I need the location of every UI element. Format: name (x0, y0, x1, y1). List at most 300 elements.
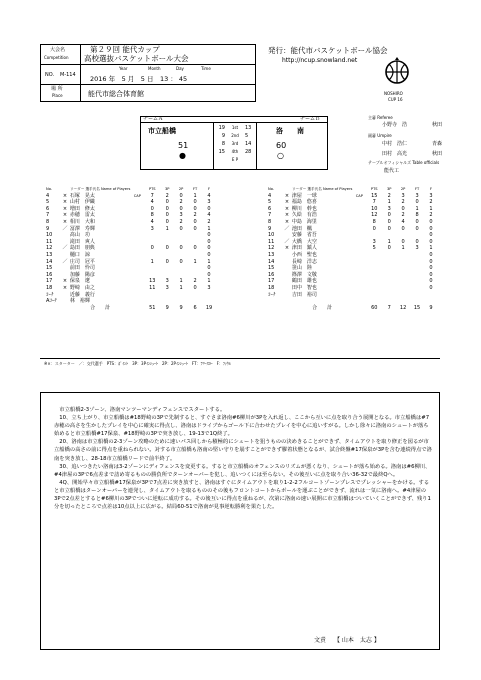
player-2p: 0 (401, 205, 405, 212)
period-b: 14 (245, 141, 252, 147)
player-2p: 0 (401, 238, 405, 245)
basketball-logo-icon (384, 54, 410, 90)
player-pts: 10 (371, 205, 378, 212)
report-paragraph: 20、洛南は市立船橋の2-3ゾーン攻略のために速いパス回しから積極的にシュートを狙うものの決めきることができず、タイムアウトを取り修正を図るが市立船橋の高さの前に得点を重ねられない。対する市立船橋も洛南の堅い守りを崩すことができず膠着状態となるが、試合終盤#17保泉が3Pを含む連続得点で洛南を突き放し、28-18市立船橋リードで前半終了。 (54, 439, 432, 462)
player-fouls: 2 (207, 218, 211, 225)
player-ft: 2 (193, 212, 197, 219)
player-2p: 1 (179, 278, 183, 285)
captain-mark (130, 259, 144, 266)
starter-mark: × (62, 199, 68, 206)
captain-mark (130, 265, 144, 272)
starter-mark: ／ (62, 225, 68, 232)
total-row (46, 305, 216, 312)
player-ft (188, 272, 202, 279)
player-fouls: 0 (207, 245, 211, 252)
player-ft: 1 (193, 258, 197, 265)
col-pts: PTS (148, 187, 156, 191)
player-2p (396, 259, 410, 266)
player-fouls: 2 (429, 212, 433, 219)
referee-name: 小野寺 浩 (382, 122, 408, 128)
player-fouls: 1 (207, 225, 211, 232)
player-no: 18 (46, 284, 53, 291)
player-pts (144, 232, 160, 239)
player-no: 6 (268, 205, 272, 212)
starter-mark: ／ (62, 258, 68, 265)
player-fouls: 0 (429, 265, 433, 272)
player-pts: 3 (372, 238, 376, 245)
player-fouls: 0 (429, 232, 433, 239)
player-ft: 0 (193, 199, 197, 206)
win-lose-mark-a: ● (179, 151, 186, 160)
player-2p: 0 (179, 258, 183, 265)
starter-mark (282, 259, 292, 266)
player-ft: 0 (415, 225, 419, 232)
total-2p: 9 (179, 304, 183, 311)
player-pts (366, 272, 382, 279)
umpire-pref: 青森 (432, 141, 443, 147)
player-pts: 13 (149, 278, 156, 285)
total-row (268, 305, 438, 312)
player-ft (410, 259, 424, 266)
player-ft: 0 (415, 218, 419, 225)
total-pts: 60 (371, 304, 378, 311)
table-officials: 能代工 (384, 168, 400, 174)
player-pts: 7 (150, 192, 154, 199)
player-name: 島田 朋典 (69, 245, 95, 252)
acoach-label: Aｺｰﾁ (46, 298, 57, 305)
player-fouls: 2 (429, 199, 433, 206)
report-paragraph: 4Q、開始早々市立船橋#17保泉が3Pで7点差に突き放すと、洛南はすぐにタイムアウトを取り1-2-2フルコートゾーンプレスでプレッシャーをかける。すると市立船橋はターンオーバーを連発し、タイムアウトを取るもののその後もフロントコートからボールを運ぶことができず、流れは一気に洛南へ。#4津屋の3Pで2点差とすると#6柳川の3Pでついに逆転に成功する。その後互いに得点を重ねるが、次第に洛南の速い展開に市立船橋はついていくことができず、残り1分を切ったところで点差は10点以上に広がる。結局60-51で洛南が見事逆転勝利を果たした。 (54, 479, 431, 511)
col-ft: FT (414, 187, 420, 191)
player-3p (382, 259, 396, 266)
team-b-rows (268, 193, 438, 292)
time-label: Time (201, 66, 211, 71)
player-2p (174, 265, 188, 272)
captain-mark (352, 226, 366, 233)
game-no-label: NO. (45, 72, 55, 78)
player-row (268, 285, 438, 292)
captain-mark (130, 212, 144, 219)
player-2p: 2 (401, 212, 405, 219)
year-label: Year (119, 66, 128, 71)
month-label: Month (148, 66, 161, 71)
player-ft (188, 265, 202, 272)
player-2p (174, 252, 188, 259)
player-3p: 0 (387, 225, 391, 232)
player-fouls: 1 (207, 258, 211, 265)
player-ft (410, 252, 424, 259)
coach-name: 近藤 義行 (69, 291, 95, 298)
player-fouls: 4 (207, 212, 211, 219)
starter-mark: × (62, 192, 68, 199)
player-no: 13 (268, 251, 275, 258)
captain-mark (130, 252, 144, 259)
captain-mark (352, 252, 366, 259)
player-name: 大橋 大空 (291, 238, 317, 245)
player-fouls: 0 (429, 278, 433, 285)
player-ft: 0 (193, 284, 197, 291)
col-3p: 3P (386, 187, 392, 191)
referee-label: 主審 Referee (368, 115, 393, 120)
player-no: 8 (46, 218, 50, 225)
player-fouls: 0 (207, 205, 211, 212)
player-ft: 1 (193, 192, 197, 199)
player-2p: 2 (179, 218, 183, 225)
date-text: 2016 年 5 月 5 日 13 ： 45 (90, 75, 188, 83)
publisher: 発行：能代市バスケットボール協会 (268, 46, 388, 55)
player-ft (410, 265, 424, 272)
player-name: 津田 鎮人 (291, 245, 317, 252)
player-fouls: 0 (429, 225, 433, 232)
meet-label-en: Competition (44, 55, 69, 60)
meet-label: 大会名 (50, 47, 66, 53)
col-3p: 3P (164, 187, 170, 191)
team-b-label: チームＢ (300, 116, 321, 122)
team-a-name: 市立船橋 (148, 127, 176, 135)
player-fouls: 0 (207, 251, 211, 258)
starter-mark: × (284, 192, 290, 199)
captain-mark (130, 285, 144, 292)
captain-mark (352, 206, 366, 213)
player-pts: 5 (372, 245, 376, 252)
captain-mark (352, 245, 366, 252)
total-label: 合 計 (312, 304, 333, 311)
player-3p (382, 265, 396, 272)
player-pts (366, 252, 382, 259)
player-row (46, 265, 216, 272)
period-a: 15 (218, 149, 225, 155)
player-no: 18 (268, 284, 275, 291)
day-label: Day (176, 66, 184, 71)
player-row (46, 252, 216, 259)
coach-label: ｺｰﾁ (268, 291, 276, 298)
total-2p: 12 (399, 304, 407, 311)
coach-name: 吉田 裕司 (291, 291, 317, 298)
player-pts: 3 (150, 225, 154, 232)
player-3p (382, 272, 396, 279)
player-no: 17 (46, 278, 53, 285)
player-3p: 2 (387, 192, 391, 199)
player-pts: 1 (150, 258, 154, 265)
col-2p: 2P (400, 187, 406, 191)
player-row (268, 232, 438, 239)
player-pts: 4 (150, 199, 154, 206)
col-name: リーダー 選手氏名 Name of Players (291, 187, 353, 191)
total-ft: 15 (413, 304, 421, 311)
player-ft: 0 (415, 238, 419, 245)
captain-mark (130, 232, 144, 239)
player-name: 福島 悠喜 (291, 199, 317, 206)
bracket-close: 】 (373, 637, 380, 644)
player-name: 久絵 有浩 (291, 212, 317, 219)
player-fouls: 1 (429, 245, 433, 252)
player-ft: 0 (193, 225, 197, 232)
captain-mark (352, 219, 366, 226)
player-2p (396, 232, 410, 239)
player-2p (396, 265, 410, 272)
captain-mark (130, 278, 144, 285)
col-pts: PTS (370, 187, 378, 191)
player-fouls: 0 (429, 271, 433, 278)
player-row (268, 278, 438, 285)
player-pts: 0 (150, 205, 154, 212)
player-row (46, 278, 216, 285)
player-3p: 0 (165, 199, 169, 206)
player-pts: 7 (372, 199, 376, 206)
player-no: 12 (46, 245, 53, 252)
period-a: 8 (221, 141, 225, 147)
player-3p (382, 285, 396, 292)
total-ft: 6 (193, 304, 197, 311)
team-a-stats-table (46, 186, 216, 311)
player-ft (410, 232, 424, 239)
player-fouls: 0 (429, 258, 433, 265)
table-officials-label: テーブルオフィシャルズ Table officials (368, 160, 440, 165)
player-pts: 4 (150, 218, 154, 225)
player-ft: 0 (193, 205, 197, 212)
col-f: F (429, 187, 433, 191)
player-row (268, 199, 438, 206)
player-row (268, 212, 438, 219)
col-ft: FT (192, 187, 198, 191)
starter-mark: ／ (284, 238, 290, 245)
player-name: 鶴田 雄也 (291, 278, 317, 285)
player-pts: 11 (149, 284, 156, 291)
player-row (268, 252, 438, 259)
coach-label: ｺｰﾁ (46, 291, 54, 298)
player-fouls: 1 (207, 278, 211, 285)
player-row (46, 199, 216, 206)
player-3p: 0 (165, 245, 169, 252)
period-name: 3rd (231, 141, 239, 146)
captain-mark (352, 212, 366, 219)
player-3p: 1 (387, 199, 391, 206)
captain-mark (130, 199, 144, 206)
captain-mark (352, 232, 366, 239)
player-3p: 3 (387, 205, 391, 212)
starter-mark: ／ (284, 225, 290, 232)
player-ft (410, 272, 424, 279)
captain-mark (352, 278, 366, 285)
player-no: 15 (268, 265, 275, 272)
acoach-name: 林 裕輝 (69, 298, 90, 305)
report-text (54, 406, 432, 511)
player-name: 田中 智也 (291, 284, 317, 291)
referee-pref: 秋田 (432, 122, 443, 128)
captain-mark (352, 265, 366, 272)
period-name: 4th (231, 149, 239, 154)
player-name: 前田 怜司 (69, 265, 95, 272)
player-name: 相川 大和 (69, 218, 95, 225)
player-row (268, 245, 438, 252)
report-paragraph: 市立船橋2-3ゾーン、洛南マンツーマンディフェンスでスタートする。 (54, 407, 226, 413)
captain-mark (352, 272, 366, 279)
player-name: 石塚 晃太 (69, 192, 95, 199)
player-name: 池田 楓 (291, 225, 312, 232)
player-name: 保泉 遼 (69, 278, 90, 285)
player-name: 小西 聖也 (291, 251, 317, 258)
blank-row (268, 298, 438, 305)
period-a: 19 (218, 125, 225, 131)
player-name: 髙山 功 (69, 232, 90, 239)
player-no: 13 (46, 251, 53, 258)
player-fouls: 0 (207, 271, 211, 278)
player-fouls: 0 (207, 232, 211, 239)
player-2p (396, 252, 410, 259)
player-name: 津屋 一球 (291, 192, 317, 199)
starter-mark: × (62, 284, 68, 291)
player-2p: 2 (179, 199, 183, 206)
table-header-row (46, 186, 216, 193)
player-ft: 0 (193, 218, 197, 225)
player-row (46, 219, 216, 226)
captain-mark (130, 219, 144, 226)
player-ft (188, 252, 202, 259)
player-2p: 3 (401, 192, 405, 199)
player-2p: 0 (401, 225, 405, 232)
player-2p: 1 (179, 284, 183, 291)
player-fouls: 3 (207, 199, 211, 206)
player-name: 赤穂 雷太 (69, 212, 95, 219)
place: 能代市総合体育館 (88, 90, 144, 98)
team-b-total: 60 (276, 141, 287, 150)
player-name: 冨澤 寿輝 (69, 225, 95, 232)
player-ft (188, 232, 202, 239)
legend-divider (40, 358, 440, 359)
player-ft: 8 (415, 212, 419, 219)
win-lose-mark-b: ○ (277, 151, 284, 160)
player-ft (410, 278, 424, 285)
game-no: M-114 (60, 72, 76, 78)
meet-title-line2: 高校選抜バスケットボール大会 (84, 54, 189, 63)
player-no: 11 (46, 238, 53, 245)
player-name: 笹山 陸 (291, 265, 312, 272)
period-b: 28 (245, 149, 252, 155)
starter-mark: × (284, 205, 290, 212)
report-paragraph: 10、立ち上がり、市立船橋は#18野崎の3Pで先制すると、すぐさま洛南#6柳川が3Pを入れ返し、ここから互いに点を取り合う展開となる。市立船橋は#7赤穂の高さを生かしたプレイを中心に確実に得点し、洛南はドライブからゴール下に合わせたプレイを中心に追いすがる。しかし徐々に洛南のシュートが落ち始めると市立船橋#17保泉、#18野崎の3Pで突き放し、19-13で1Q終了。 (54, 415, 430, 438)
player-no: 16 (46, 271, 53, 278)
player-no: 15 (46, 265, 53, 272)
player-no: 9 (46, 225, 50, 232)
period-b: 13 (245, 125, 252, 131)
player-pts (366, 259, 382, 266)
player-name: 野崎 由之 (69, 284, 95, 291)
player-ft: 1 (415, 205, 419, 212)
extra-period: E P (231, 157, 239, 162)
starter-mark: ／ (62, 245, 68, 252)
starter-mark (282, 272, 292, 279)
captain-mark: CAP (133, 193, 141, 198)
author-line (314, 638, 380, 644)
player-pts (366, 232, 382, 239)
player-3p (160, 272, 174, 279)
player-ft: 2 (193, 278, 197, 285)
starter-mark (60, 239, 70, 246)
player-no: 17 (268, 278, 275, 285)
player-pts (366, 265, 382, 272)
player-name: 加藤 陽彦 (69, 271, 95, 278)
player-pts: 8 (372, 218, 376, 225)
player-3p: 1 (165, 225, 169, 232)
player-2p: 1 (401, 245, 405, 252)
player-row (46, 285, 216, 292)
player-pts (366, 285, 382, 292)
team-a-label: チームＡ (143, 116, 164, 122)
player-no: 6 (46, 205, 50, 212)
starter-mark (60, 232, 70, 239)
player-fouls: 3 (207, 284, 211, 291)
player-3p: 0 (165, 218, 169, 225)
umpire-name: 中村 浩仁 (382, 141, 408, 147)
player-no: 14 (268, 258, 275, 265)
logo-text-2: CUP 16 (388, 97, 403, 102)
publisher-url[interactable]: http://ncup.snowland.net (282, 57, 358, 64)
report-paragraph: 30、追いつきたい洛南は3-2ゾーンにディフェンスを変更する。すると市立船橋のオフェンスのリズムが悪くなり、シュートが落ち始める。洛南は#6柳川、#4津屋の3Pで6点差まで詰め寄るものの勝負所でターンオーバーを犯し、追いつくには至らない。その後互いに点を取り合い36-32で最終Qへ。 (54, 463, 431, 478)
player-no: 8 (268, 218, 272, 225)
starter-mark: × (284, 245, 290, 252)
captain-mark (130, 245, 144, 252)
captain-mark: CAP (355, 193, 363, 198)
starter-mark: × (284, 218, 290, 225)
player-name: 中島 海里 (291, 218, 317, 225)
legend: ※×：スターター ／：交代選手 PTS：ﾎﾟｲﾝﾄ 3P：3Pｲﾝｼｭｰﾄ 2P：2Pｲﾝｼｭｰﾄ FT：ﾌﾘｰｽﾛｰ F：ﾌｧｳﾙ (44, 361, 231, 366)
starter-mark: × (62, 212, 68, 219)
player-2p (396, 272, 410, 279)
umpire-name: 田村 高光 (382, 151, 408, 157)
col-2p: 2P (178, 187, 184, 191)
player-row (46, 232, 216, 239)
player-name: 樋口 諒 (69, 251, 90, 258)
player-no: 4 (46, 192, 50, 199)
total-3p: 7 (387, 304, 391, 311)
team-a-rows (46, 193, 216, 292)
table-header-row (268, 186, 438, 193)
player-3p (382, 232, 396, 239)
player-no: 9 (268, 225, 272, 232)
player-2p: 2 (401, 199, 405, 206)
col-no: No. (46, 187, 52, 191)
player-row (46, 245, 216, 252)
player-3p (160, 252, 174, 259)
starter-mark (60, 272, 70, 279)
player-no: 4 (268, 192, 272, 199)
umpire-pref: 秋田 (432, 151, 443, 157)
period-row (213, 124, 257, 164)
author-label: 文責 (314, 637, 327, 644)
author-name: 山本 太志 (341, 637, 372, 644)
captain-mark (130, 272, 144, 279)
starter-mark (60, 265, 70, 272)
player-no: 7 (46, 212, 50, 219)
player-pts: 0 (372, 225, 376, 232)
starter-mark (282, 232, 292, 239)
team-a-total: 51 (178, 141, 189, 150)
col-name: リーダー 選手氏名 Name of Players (69, 187, 131, 191)
captain-mark (352, 259, 366, 266)
player-2p (174, 232, 188, 239)
player-3p (160, 265, 174, 272)
total-3p: 9 (165, 304, 169, 311)
player-name: 増田 修太 (69, 205, 95, 212)
player-3p: 1 (387, 238, 391, 245)
period-name: 1st (231, 125, 239, 130)
player-no: 7 (268, 212, 272, 219)
noshiro-cup-logo (384, 54, 410, 90)
player-2p (396, 278, 410, 285)
player-3p (382, 278, 396, 285)
starter-mark: × (62, 218, 68, 225)
player-row (268, 265, 438, 272)
